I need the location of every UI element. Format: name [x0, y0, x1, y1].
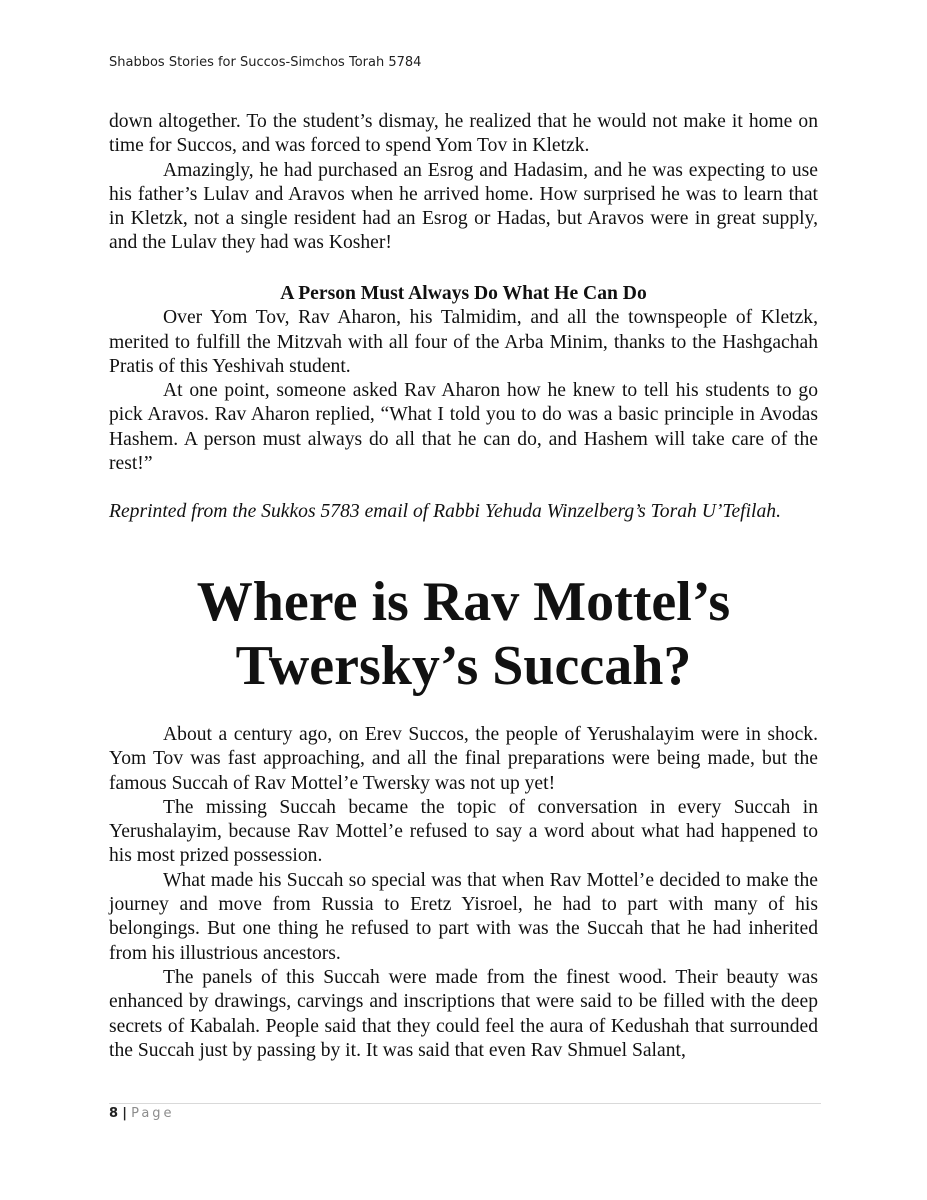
page-label: Page	[131, 1106, 175, 1121]
reprint-note: Reprinted from the Sukkos 5783 email of Rabbi Yehuda Winzelberg’s Torah U’Tefilah.	[109, 501, 781, 522]
article-title	[109, 570, 818, 698]
paragraph: Over Yom Tov, Rav Aharon, his Talmidim, and all the townspeople of Kletzk, merited to fulfill the Mitzvah with all four of the Arba Minim, thanks to the Hashgachah Pratis of this Yeshivah student.	[109, 307, 818, 377]
section-kletzk-continuation	[109, 110, 818, 256]
paragraph: What made his Succah so special was that when Rav Mottel’e decided to make the journey and move from Russia to Eretz Yisroel, he had to part with many of his belongings. But one thing he refused to part with was the Succah that he had inherited from his illustrious ancestors.	[109, 869, 818, 964]
paragraph: down altogether. To the student’s dismay, he realized that he would not make it home on time for Succos, and was forced to spend Yom Tov in Kletzk.	[109, 111, 818, 157]
page-number: 8	[109, 1106, 119, 1121]
page-footer	[109, 1106, 175, 1121]
paragraph: About a century ago, on Erev Succos, the people of Yerushalayim were in shock. Yom Tov was fast approaching, and all the final preparations were being made, but the famous Succah of Rav Mottel’e Twersky was not up yet!	[109, 724, 818, 794]
section-person-must-always	[109, 282, 818, 476]
article-title-line-2: Twersky’s Succah?	[235, 635, 692, 697]
section-heading: A Person Must Always Do What He Can Do	[280, 283, 647, 304]
article-title-line-1: Where is Rav Mottel’s	[196, 571, 731, 633]
paragraph: Amazingly, he had purchased an Esrog and Hadasim, and he was expecting to use his father’s Lulav and Aravos when he arrived home. How surprised he was to learn that in Kletzk, not a single resident had an Esrog or Hadas, but Aravos were in great supply, and the Lulav they had was Kosher!	[109, 159, 818, 254]
paragraph: At one point, someone asked Rav Aharon how he knew to tell his students to go pick Aravos. Rav Aharon replied, “What I told you to do was a basic principle in Avodas Hashem. A person must always do all that he can do, and Hashem will take care of the rest!”	[109, 380, 818, 475]
footer-divider	[109, 1103, 821, 1104]
running-header: Shabbos Stories for Succos-Simchos Torah 5784	[109, 55, 422, 70]
article-body	[109, 723, 818, 1063]
paragraph: The missing Succah became the topic of conversation in every Succah in Yerushalayim, because Rav Mottel’e refused to say a word about what had happened to his most prized possession.	[109, 796, 818, 867]
paragraph: The panels of this Succah were made from the finest wood. Their beauty was enhanced by drawings, carvings and inscriptions that were said to be filled with the deep secrets of Kabalah. People said that they could feel the aura of Kedushah that surrounded the Succah just by passing by it. It was said that even Rav Shmuel Salant,	[109, 966, 818, 1061]
footer-separator: |	[122, 1106, 127, 1121]
